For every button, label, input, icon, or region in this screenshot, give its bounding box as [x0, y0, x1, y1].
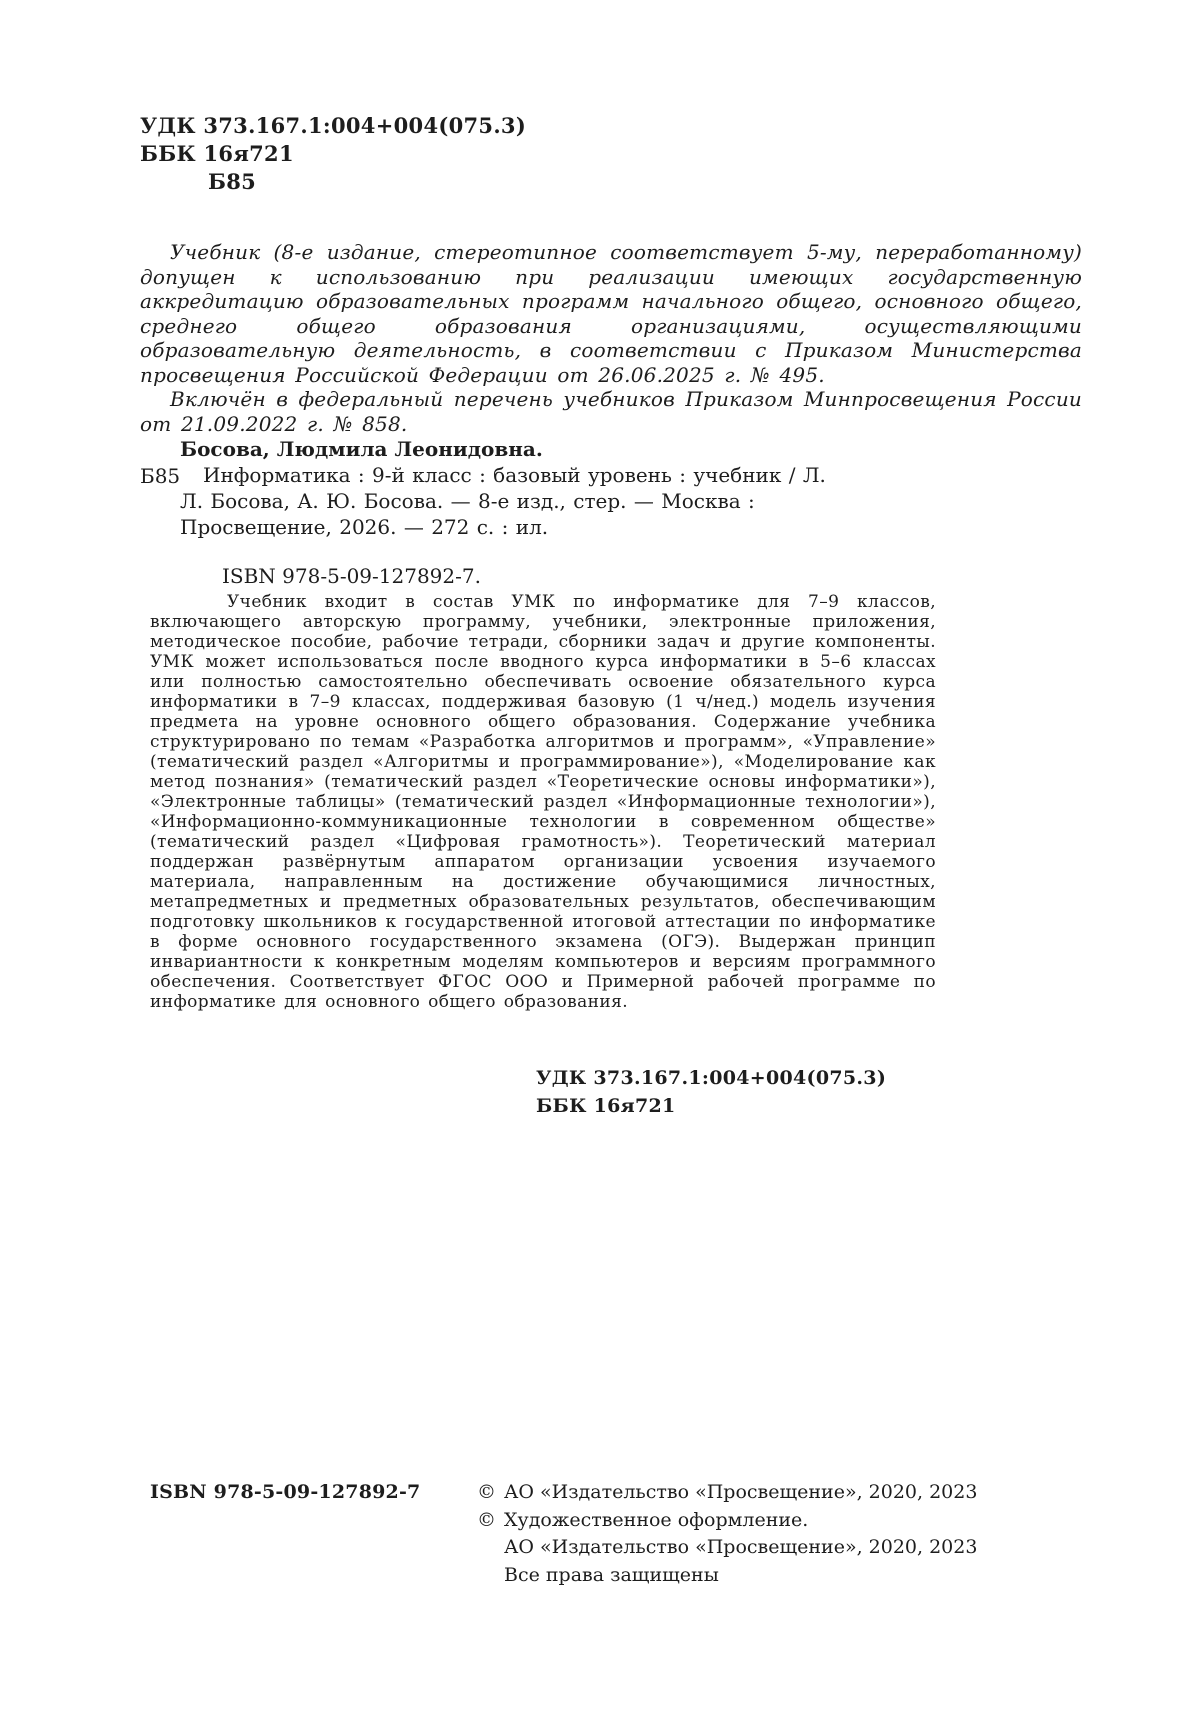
annotation-text: Учебник входит в состав УМК по информатике для 7–9 классов, включающего авторскую программу, учебники, электронные приложения, методическое пособие, рабочие тетради, сборники задач и другие компоненты. УМК может использоваться после вводного курса информатики в 5–6 классах или полностью самостоятельно обеспечивать освоение обязательного курса информатики в 7–9 классах, поддерживая базовую (1 ч/нед.) модель изучения предмета на уровне основного общего образования. Содержание учебника структурировано по темам «Разработка алгоритмов и программ», «Управление» (тематический раздел «Алгоритмы и программирование»), «Моделирование как метод познания» (тематический раздел «Теоретические основы информатики»), «Электронные таблицы» (тематический раздел «Информационные технологии»), «Информационно-коммуникационные технологии в современном обществе» (тематический раздел «Цифровая грамотность»). Теоретический материал поддержан развёрнутым аппаратом организации усвоения изучаемого материала, направленным на достижение обучающимися личностных, метапредметных и предметных образовательных результатов, обеспечивающим подготовку школьников к государственной итоговой аттестации по информатике в форме основного государственного экзамена (ОГЭ). Выдержан принцип инвариантности к конкретным моделям компьютеров и версиям программного обеспечения. Соответствует ФГОС ООО и Примерной рабочей программе по информатике для основного общего образования.: [150, 592, 936, 1012]
catalog-author-sign: Б85: [140, 464, 181, 488]
copyright-line: [477, 1562, 977, 1590]
copyright-block: [477, 1479, 977, 1589]
copyright-icon: ©: [477, 1481, 496, 1503]
federal-list-note: Включён в федеральный перечень учебников Приказом Минпросвещения России от 21.09.2022 г. № 858.: [140, 387, 1082, 436]
copyright-icon: ©: [477, 1508, 496, 1531]
copyright-text: Художественное оформление.: [504, 1508, 809, 1531]
bbk-code-bottom: ББК 16я721: [536, 1095, 676, 1117]
author-heading: Босова, Людмила Леонидовна.: [180, 437, 543, 461]
catalog-entry: [180, 436, 856, 540]
copyright-icon: [477, 1562, 504, 1590]
bottom-codes-block: [450, 1064, 936, 1120]
author-sign-code: Б85: [208, 169, 257, 194]
copyright-icon: [477, 1534, 504, 1562]
isbn-statement: ISBN 978-5-09-127892-7.: [222, 564, 481, 588]
udc-code-bottom: УДК 373.167.1:004+004(075.3): [536, 1067, 887, 1089]
copyright-text: Все права защищены: [504, 1563, 719, 1586]
copyright-line: [477, 1479, 977, 1507]
bbk-code: ББК 16я721: [140, 141, 294, 166]
udc-code: УДК 373.167.1:004+004(075.3): [140, 113, 527, 138]
copyright-text: АО «Издательство «Просвещение», 2020, 2023: [504, 1481, 978, 1503]
footer-isbn: ISBN 978-5-09-127892-7: [150, 1481, 421, 1503]
admission-note: Учебник (8-е издание, стереотипное соответствует 5-му, переработанному) допущен к использованию при реализации имеющих государственную аккредитацию образовательных программ начального общего, основного общего, среднего общего образования организациями, осуществляющими образовательную деятельность, в соответствии с Приказом Министерства просвещения Российской Федерации от 26.06.2025 г. № 495.: [140, 240, 1082, 387]
bibliographic-description: Информатика : 9-й класс : базовый уровень : учебник / Л. Л. Босова, А. Ю. Босова. — 8-е изд., стер. — Москва : Просвещение, 2026. — 272 с. : ил.: [180, 463, 826, 539]
copyright-line: [477, 1507, 977, 1535]
top-codes-block: [140, 112, 526, 196]
admission-notes-block: [140, 240, 1082, 436]
copyright-text: АО «Издательство «Просвещение», 2020, 2023: [504, 1536, 978, 1558]
copyright-line: [477, 1534, 977, 1562]
